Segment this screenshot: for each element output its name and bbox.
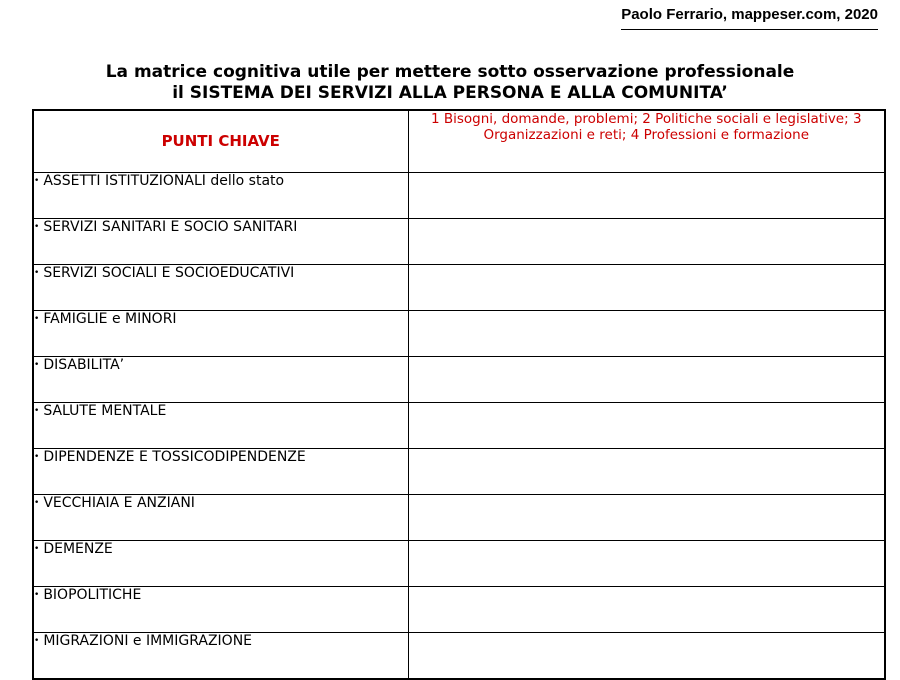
row-cell-empty bbox=[408, 402, 885, 448]
row-label-text: DIPENDENZE E TOSSICODIPENDENZE bbox=[43, 448, 306, 465]
row-label-text: SERVIZI SOCIALI E SOCIOEDUCATIVI bbox=[43, 264, 295, 281]
row-label-text: DEMENZE bbox=[43, 540, 113, 557]
row-label bbox=[33, 448, 408, 494]
table-row bbox=[33, 632, 885, 679]
bullet-icon: • bbox=[34, 635, 40, 646]
bullet-icon: • bbox=[34, 221, 40, 232]
page-title bbox=[0, 62, 900, 104]
row-cell-empty bbox=[408, 494, 885, 540]
row-cell-empty bbox=[408, 632, 885, 679]
row-label-text: FAMIGLIE e MINORI bbox=[43, 310, 177, 327]
table-row bbox=[33, 310, 885, 356]
row-label bbox=[33, 218, 408, 264]
table-row bbox=[33, 586, 885, 632]
row-cell-empty bbox=[408, 448, 885, 494]
cognitive-matrix-table bbox=[32, 109, 886, 680]
bullet-icon: • bbox=[34, 497, 40, 508]
row-cell-empty bbox=[408, 264, 885, 310]
author-credit: Paolo Ferrario, mappeser.com, 2020 bbox=[621, 6, 878, 30]
table-row bbox=[33, 356, 885, 402]
row-label bbox=[33, 264, 408, 310]
bullet-icon: • bbox=[34, 451, 40, 462]
row-label bbox=[33, 402, 408, 448]
bullet-icon: • bbox=[34, 267, 40, 278]
row-cell-empty bbox=[408, 540, 885, 586]
row-cell-empty bbox=[408, 356, 885, 402]
row-label bbox=[33, 586, 408, 632]
row-label-text: DISABILITA’ bbox=[43, 356, 125, 373]
bullet-icon: • bbox=[34, 543, 40, 554]
row-label bbox=[33, 356, 408, 402]
title-line-1: La matrice cognitiva utile per mettere sotto osservazione professionale bbox=[105, 62, 795, 82]
row-label-text: ASSETTI ISTITUZIONALI dello stato bbox=[43, 172, 285, 189]
title-line-2: il SISTEMA DEI SERVIZI ALLA PERSONA E ALLA COMUNITA’ bbox=[172, 83, 728, 103]
row-label bbox=[33, 632, 408, 679]
table-header-row bbox=[33, 110, 885, 172]
table-row bbox=[33, 402, 885, 448]
row-label-text: BIOPOLITICHE bbox=[43, 586, 142, 603]
table-row bbox=[33, 264, 885, 310]
row-label bbox=[33, 310, 408, 356]
header-key-points: PUNTI CHIAVE bbox=[33, 110, 408, 172]
table-row bbox=[33, 540, 885, 586]
row-label bbox=[33, 494, 408, 540]
row-label bbox=[33, 540, 408, 586]
row-cell-empty bbox=[408, 218, 885, 264]
row-label-text: VECCHIAIA E ANZIANI bbox=[43, 494, 195, 511]
row-label bbox=[33, 172, 408, 218]
bullet-icon: • bbox=[34, 313, 40, 324]
header-dimensions: 1 Bisogni, domande, problemi; 2 Politiche sociali e legislative; 3 Organizzazioni e reti; 4 Professioni e formazione bbox=[408, 110, 885, 172]
bullet-icon: • bbox=[34, 589, 40, 600]
bullet-icon: • bbox=[34, 359, 40, 370]
table-row bbox=[33, 448, 885, 494]
row-cell-empty bbox=[408, 310, 885, 356]
row-label-text: SERVIZI SANITARI E SOCIO SANITARI bbox=[43, 218, 298, 235]
row-label-text: SALUTE MENTALE bbox=[43, 402, 167, 419]
table-row bbox=[33, 172, 885, 218]
row-label-text: MIGRAZIONI e IMMIGRAZIONE bbox=[43, 632, 253, 649]
bullet-icon: • bbox=[34, 175, 40, 186]
table-row bbox=[33, 494, 885, 540]
bullet-icon: • bbox=[34, 405, 40, 416]
row-cell-empty bbox=[408, 586, 885, 632]
row-cell-empty bbox=[408, 172, 885, 218]
table-row bbox=[33, 218, 885, 264]
